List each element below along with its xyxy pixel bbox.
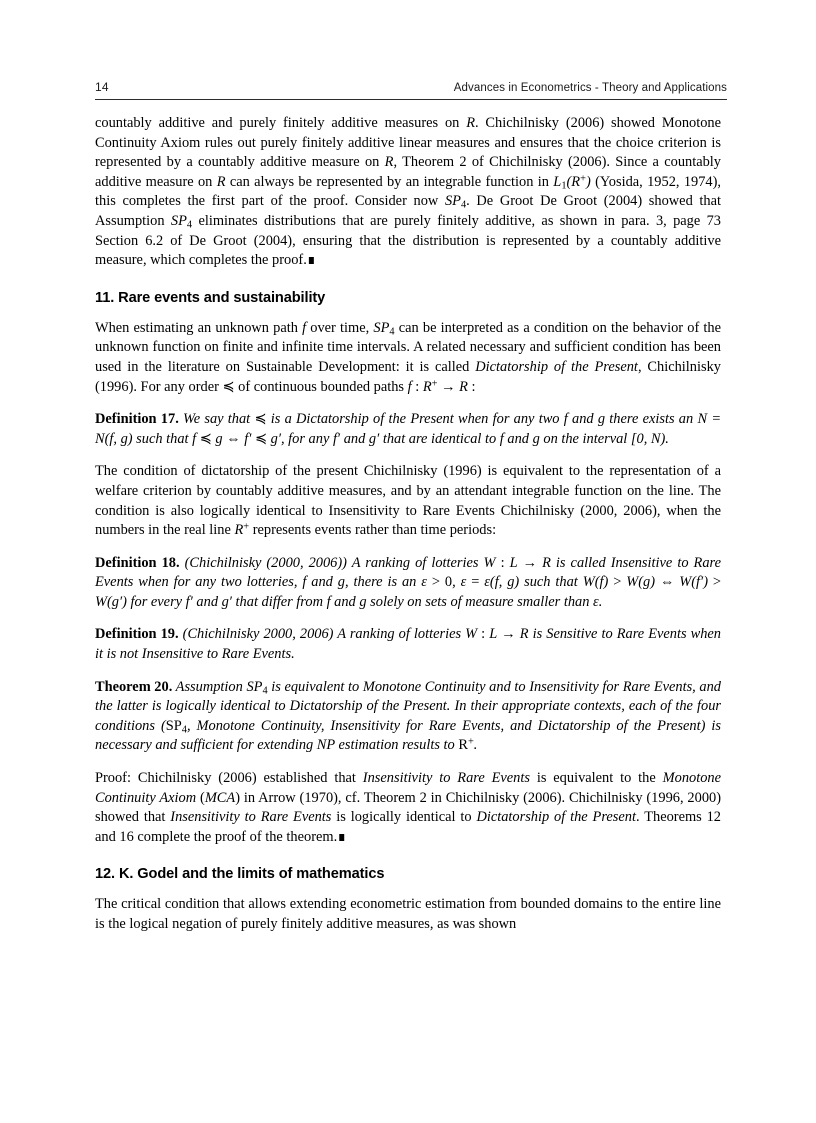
math-plus-superscript: + <box>580 173 586 185</box>
math-g-prime: g′ <box>368 430 380 447</box>
math-interval: [0, N) <box>630 430 666 447</box>
italic-monotone-continuity-axiom: Monotone Continuity Axiom <box>95 770 721 806</box>
math-epsilon: ε <box>460 574 467 591</box>
math-colon: : <box>495 554 510 571</box>
math-g-prime: g′ <box>221 593 232 610</box>
math-f: f <box>407 378 412 395</box>
math-L: L <box>553 173 562 190</box>
math-f: f <box>302 574 307 591</box>
math-precedes-equal: ≼ <box>222 378 235 395</box>
math-iff-arrow: ⇔ <box>655 574 680 591</box>
math-f: f <box>192 430 197 447</box>
paragraph-countably-additive: countably additive and purely finitely additive measures on R. Chichilnisky (2006) showed Monotone Continuity Axiom rules out purely finitely additive linear measures and ensures that the choice criterion is represented by a countably additive measure on R, Theorem 2 of Chichilnisky (2006). Since a countably additive measure on R can always be represented by an integrable function in $L_1(R^+)$ (Yosida, 1952, 1974), this completes the first part of the proof. Consider now $SP_4$. De Groot De Groot (2004) showed that Assumption $SP_4$ eliminates distributions that are purely finitely additive, as shown in para. 3, page 73 Section 6.2 of De Groot (2004), ensuring that the distribution is represented by a countably additive measure, which completes the proof.∎ <box>95 115 721 269</box>
math-plus-superscript: + <box>467 737 474 749</box>
page-content <box>95 114 721 948</box>
math-SP: SP <box>170 212 187 229</box>
definition-18-label: Definition 18. <box>95 554 180 571</box>
definition-18: Definition 18. (Chichilnisky (2000, 2006)) A ranking of lotteries W : L → R is called Insensitive to Rare Events when for any two lotteries, f and g, there is an ε > 0, ε = ε(f, g) such that W(f) > W(g) ⇔ W(f′) > W(g′) for every f′ and g′ that differ from f and g solely on sets of measure smaller than ε. <box>95 554 722 610</box>
qed-box: ∎ <box>306 252 316 269</box>
math-arrow: → <box>497 626 520 643</box>
paragraph-proof: Proof: Chichilnisky (2006) established that Insensitivity to Rare Events is equivalent to the Monotone Continuity Axiom (MCA) in Arrow (1970), cf. Theorem 2 in Chichilnisky (2006). Chichilnisky (1996, 2000) showed that Insensitivity to Rare Events is logically identical to Dictatorship of the Present. Theorems 12 and 16 complete the proof of the theorem.∎ <box>95 770 722 845</box>
math-epsilon: ε <box>421 574 427 591</box>
math-L: L <box>489 626 498 643</box>
math-SP: SP <box>444 193 461 210</box>
italic-mca: MCA <box>204 789 236 806</box>
math-epsilon: ε <box>593 593 599 610</box>
paragraph-critical-condition: The critical condition that allows extending econometric estimation from bounded domains to the entire line is the logical negation of purely finitely additive measures, as was shown <box>95 896 721 932</box>
theorem-20: Theorem 20. Assumption $SP_4$ is equivalent to Monotone Continuity and to Insensitivity for Rare Events, and the latter is logically identical to Dictatorship of the Present. In their appropriate contexts, each of the four conditions ($SP_4$, Monotone Continuity, Insensitivity for Rare Events, and Dictatorship of the Present) is necessary and sufficient for extending NP estimation results to R+. <box>95 678 721 754</box>
math-f: f <box>563 411 568 428</box>
math-g: g <box>337 574 345 591</box>
math-SP: SP <box>165 717 182 734</box>
math-R: R <box>571 173 581 190</box>
math-arrow: → <box>517 554 543 571</box>
definition-19-label: Definition 19. <box>95 626 179 643</box>
math-R: R <box>422 378 432 395</box>
theorem-20-label: Theorem 20. <box>95 678 173 695</box>
math-equals: = <box>466 574 485 591</box>
math-R: R <box>234 522 244 539</box>
italic-insensitivity-to-rare-events: Insensitivity to Rare Events <box>170 809 332 826</box>
math-colon: : <box>477 626 490 643</box>
math-R: R <box>466 115 475 131</box>
definition-17-label: Definition 17. <box>95 411 179 428</box>
math-colon: : <box>411 378 423 395</box>
math-g-prime: g′ <box>270 430 281 447</box>
math-SP: SP <box>373 319 390 336</box>
math-R: R <box>459 378 468 395</box>
math-R: R <box>216 173 226 190</box>
math-f-prime: f′ <box>185 593 193 610</box>
math-greater-than: > <box>707 574 722 591</box>
definition-17: Definition 17. We say that ≼ is a Dictatorship of the Present when for any two f and g there exists an N = N(f, g) such that f ≼ g ⇔ f′ ≼ g′, for any f′ and g′ that are identical to f and g on the interval [0, N). <box>95 411 722 447</box>
definition-19: Definition 19. (Chichilnisky 2000, 2006) A ranking of lotteries W : L → R is Sensitive to Rare Events when it is not Insensitive to Rare Events. <box>95 626 721 663</box>
section-heading-11: 11. Rare events and sustainability <box>95 289 326 306</box>
math-precedes-equal: ≼ <box>251 430 271 447</box>
math-SP-subscript: 4 <box>460 199 467 211</box>
math-R: R <box>519 626 529 643</box>
math-precedes-equal: ≼ <box>196 430 216 447</box>
math-SP-subscript: 4 <box>186 219 193 231</box>
math-SP-subscript: 4 <box>389 326 395 338</box>
math-epsilon-of-f-g: ε(f, g) <box>484 574 520 591</box>
italic-dictatorship-of-the-present: Dictatorship of the Present <box>475 358 638 375</box>
math-f: f <box>499 430 504 447</box>
math-g: g <box>597 411 606 428</box>
math-W: W <box>465 626 478 643</box>
math-SP-subscript: 4 <box>262 685 268 697</box>
qed-box: ∎ <box>337 828 347 845</box>
math-plus-superscript: + <box>243 521 250 533</box>
math-greater-than: > <box>608 574 627 591</box>
paragraph-when-estimating: When estimating an unknown path f over time, $SP_4$ can be interpreted as a condition on the behavior of the unknown function on finite and infinite time intervals. A related necessary and sufficient condition has been used in the literature on Sustainable Development: it is called Dictatorship of the Present, Chichilnisky (1996). For any order ≼ of continuous bounded paths f : R+ → R : <box>95 319 721 395</box>
math-L: L <box>509 554 518 571</box>
math-paren-open: ( <box>566 173 572 190</box>
math-N: N <box>697 411 708 428</box>
math-W-of-g: W(g) <box>626 574 656 591</box>
math-equals: = <box>707 411 722 428</box>
math-R: R <box>384 154 394 171</box>
math-f-prime: f′ <box>244 430 252 447</box>
running-title: Advances in Econometrics - Theory and Applications <box>453 82 727 94</box>
section-heading-12: 12. K. Godel and the limits of mathematics <box>95 866 385 883</box>
math-W-of-f: W(f) <box>582 574 609 591</box>
math-W: W <box>483 554 496 571</box>
page-number: 14 <box>95 80 109 94</box>
paragraph-condition-of-dictatorship: The condition of dictatorship of the present Chichilnisky (1996) is equivalent to the representation of a welfare criterion by countably additive measures, and by an attendant integrable function on the line. The condition is also logically identical to Insensitivity to Rare Events Chichilnisky (2000, 2006), when the numbers in the real line R+ represents events rather than time periods: <box>95 463 721 539</box>
italic-insensitivity-to-rare-events: Insensitivity to Rare Events <box>362 770 530 787</box>
math-f-prime: f′ <box>332 430 341 447</box>
math-R: R <box>542 554 551 571</box>
italic-dictatorship-of-the-present: Dictatorship of the Present <box>476 809 636 826</box>
math-arrow: → <box>437 378 460 395</box>
math-W-of-f-prime: W(f′) <box>679 574 708 591</box>
header-rule <box>95 99 727 100</box>
math-g: g <box>359 593 367 610</box>
math-SP-subscript: 4 <box>181 724 187 736</box>
math-R: R <box>458 737 468 754</box>
math-plus-superscript: + <box>431 378 438 390</box>
math-zero: 0 <box>444 574 453 591</box>
math-L-subscript: 1 <box>561 180 567 192</box>
math-precedes-equal: ≼ <box>254 411 267 428</box>
math-SP: SP <box>246 678 263 695</box>
math-f: f <box>326 593 331 610</box>
math-g: g <box>215 430 223 447</box>
math-g: g <box>532 430 540 447</box>
math-N-of-f-g: N(f, g) <box>95 430 133 447</box>
math-iff-arrow: ⇔ <box>222 430 245 447</box>
math-greater-than: > <box>426 574 445 591</box>
running-header <box>95 80 727 94</box>
math-W-of-g-prime: W(g′) <box>95 593 127 610</box>
math-f: f <box>302 319 307 336</box>
math-paren-close: ) <box>585 173 591 190</box>
